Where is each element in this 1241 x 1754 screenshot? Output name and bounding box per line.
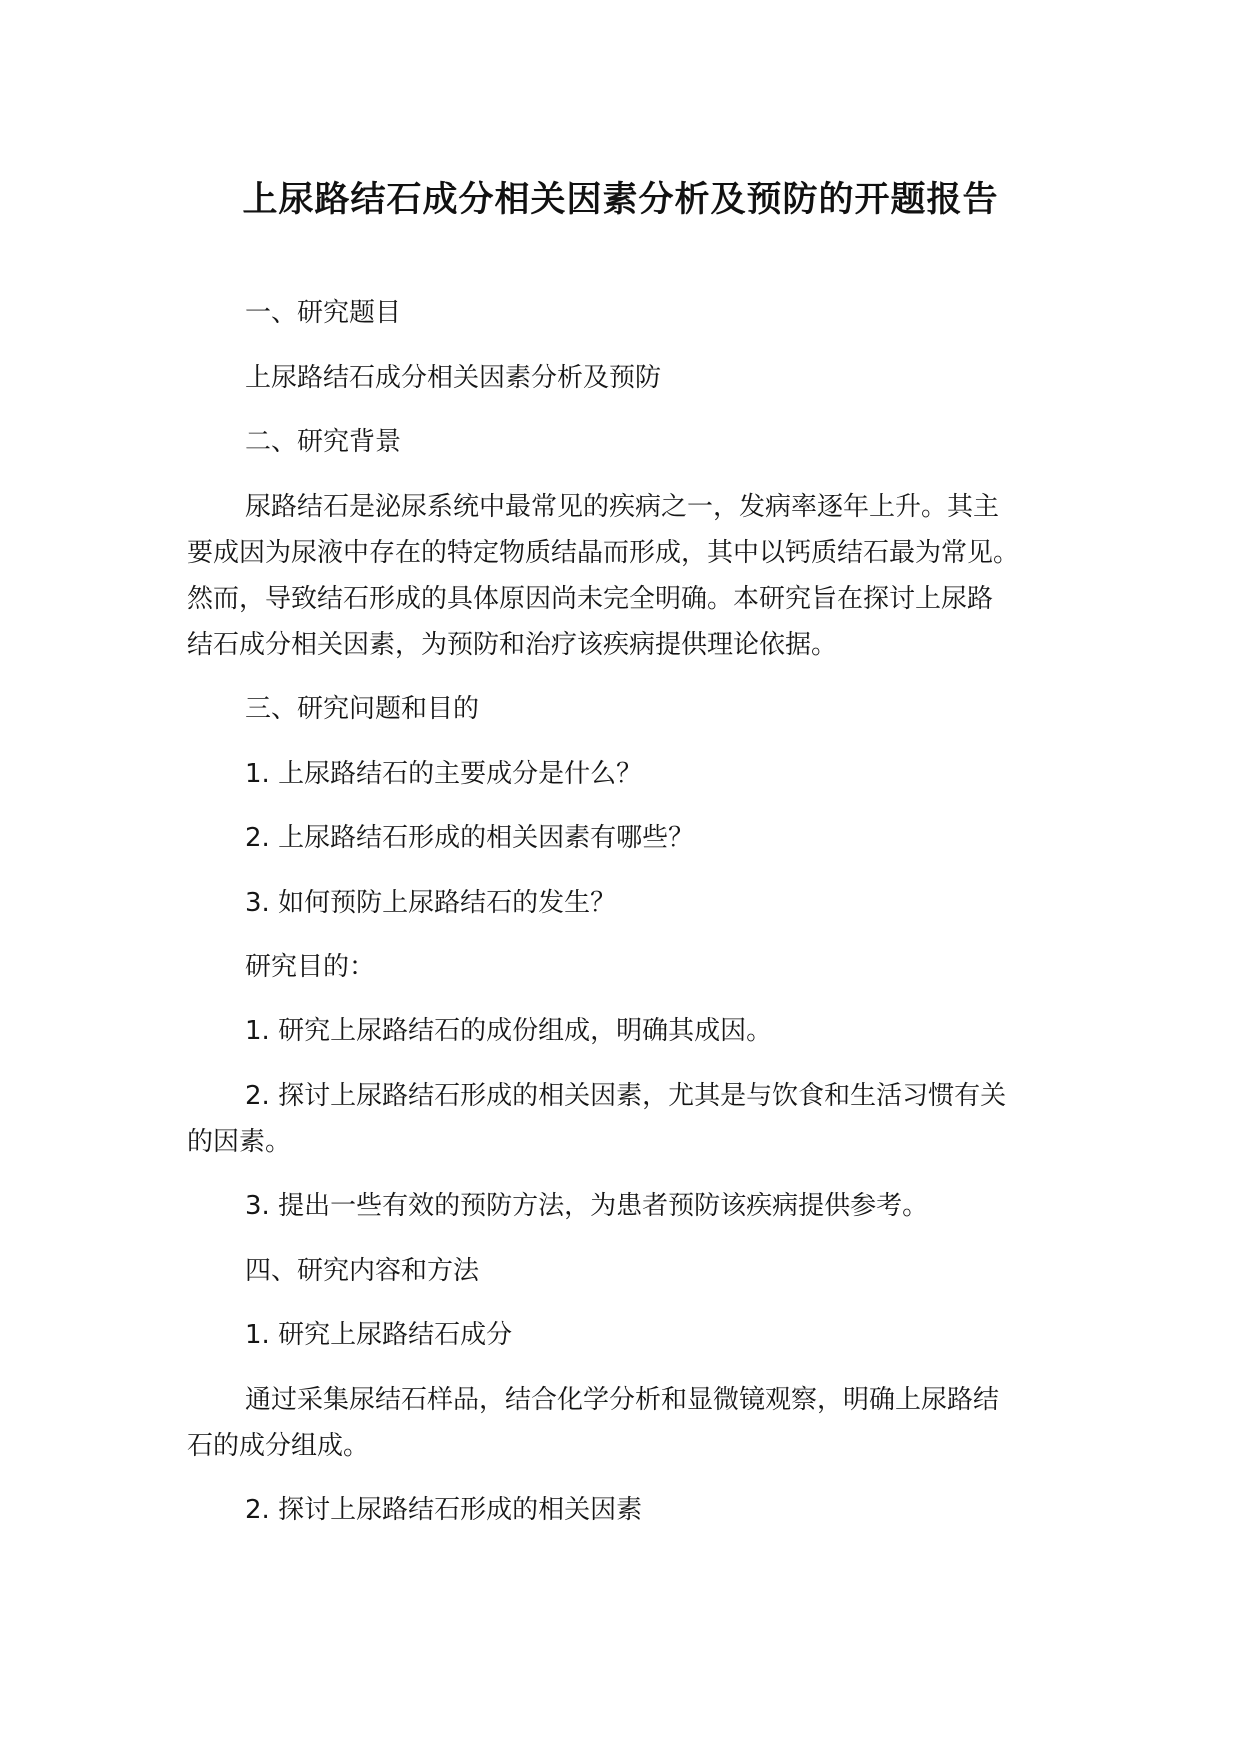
list-item: 3. 提出一些有效的预防方法，为患者预防该疾病提供参考。 bbox=[245, 1191, 929, 1221]
list-item: 3. 如何预防上尿路结石的发生？ bbox=[245, 888, 617, 918]
paragraph-line: 上尿路结石成分相关因素分析及预防 bbox=[245, 363, 662, 393]
list-item: 1. 上尿路结石的主要成分是什么？ bbox=[245, 759, 643, 789]
paragraph-line: 石的成分组成。 bbox=[187, 1431, 370, 1461]
paragraph-line: 尿路结石是泌尿系统中最常见的疾病之一，发病率逐年上升。其主 bbox=[245, 492, 1000, 522]
paragraph-line: 要成因为尿液中存在的特定物质结晶而形成，其中以钙质结石最为常见。 bbox=[187, 538, 1020, 568]
list-item: 2. 上尿路结石形成的相关因素有哪些？ bbox=[245, 823, 695, 853]
list-item: 1. 研究上尿路结石成分 bbox=[245, 1320, 513, 1350]
list-item: 1. 研究上尿路结石的成份组成，明确其成因。 bbox=[245, 1016, 773, 1046]
subheading-objectives: 研究目的： bbox=[245, 952, 376, 982]
section-heading-methods: 四、研究内容和方法 bbox=[245, 1256, 480, 1286]
paragraph-line: 通过采集尿结石样品，结合化学分析和显微镜观察，明确上尿路结 bbox=[245, 1385, 1000, 1415]
section-heading-questions: 三、研究问题和目的 bbox=[245, 694, 480, 724]
document-title: 上尿路结石成分相关因素分析及预防的开题报告 bbox=[242, 180, 999, 220]
list-item: 2. 探讨上尿路结石形成的相关因素，尤其是与饮食和生活习惯有关 bbox=[245, 1081, 1007, 1111]
section-heading-topic: 一、研究题目 bbox=[245, 298, 402, 328]
paragraph-line: 结石成分相关因素，为预防和治疗该疾病提供理论依据。 bbox=[187, 630, 838, 660]
paragraph-line: 然而，导致结石形成的具体原因尚未完全明确。本研究旨在探讨上尿路 bbox=[187, 584, 994, 614]
list-item-continuation: 的因素。 bbox=[187, 1127, 292, 1157]
section-heading-background: 二、研究背景 bbox=[245, 427, 402, 457]
list-item: 2. 探讨上尿路结石形成的相关因素 bbox=[245, 1495, 643, 1525]
